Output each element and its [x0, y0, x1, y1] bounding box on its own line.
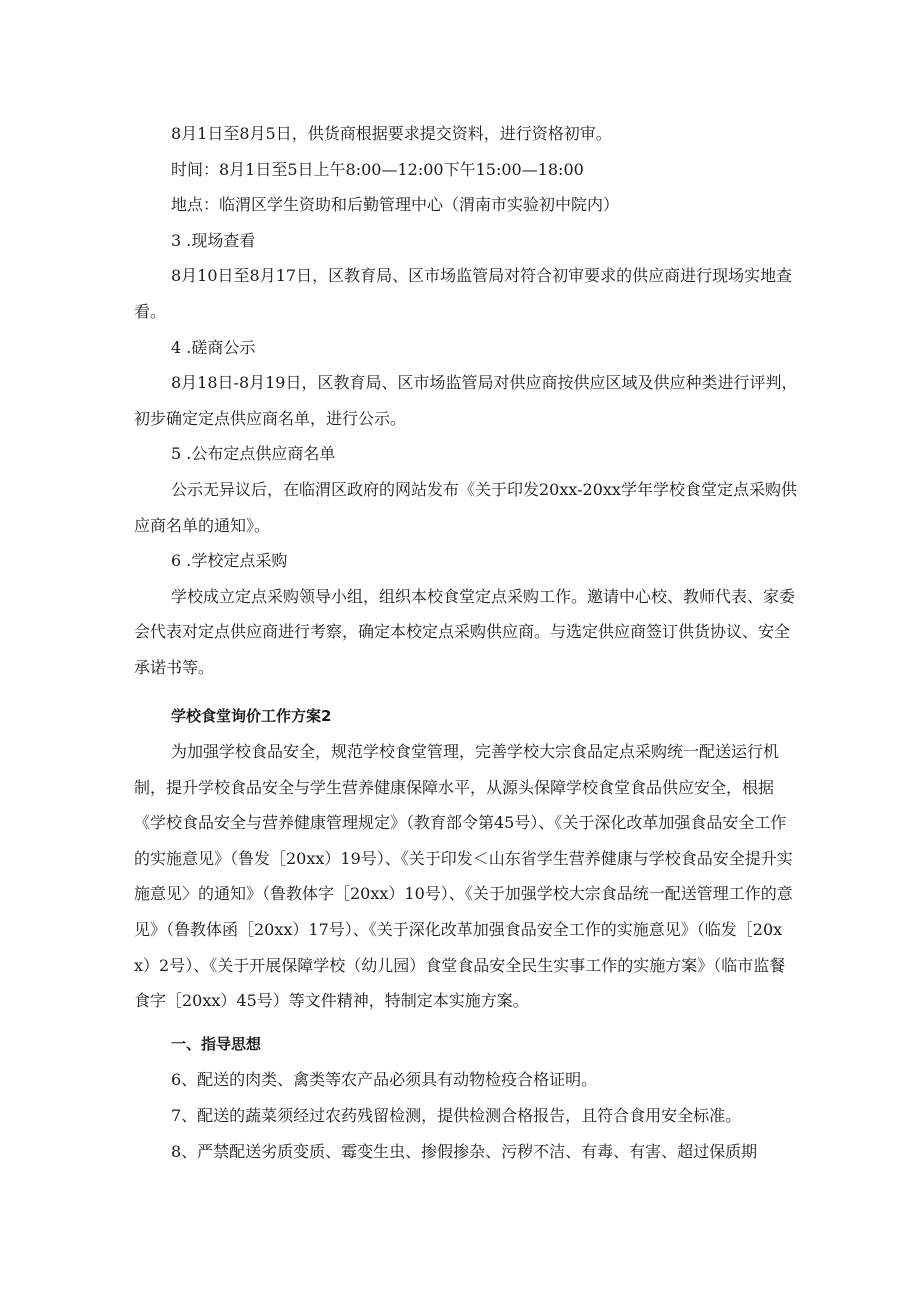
paragraph-submission-period: 8月1日至8月5日，供货商根据要求提交资料，进行资格初审。 [171, 124, 612, 143]
list-item-8: 8、严禁配送劣质变质、霉变生虫、掺假掺杂、污秽不洁、有毒、有害、超过保质期 [171, 1141, 758, 1161]
section-heading-guiding-ideology: 一、指导思想 [171, 1034, 262, 1053]
list-item-6: 6、配送的肉类、禽类等农产品必须具有动物检疫合格证明。 [171, 1070, 598, 1090]
document-body [134, 116, 798, 1169]
step-site-inspection: 3 .现场查看 [171, 230, 256, 250]
paragraph-site-inspection: 8月10日至8月17日，区教育局、区市场监管局对符合初审要求的供应商进行现场实地查看。 [134, 266, 793, 321]
paragraph-plan-intro: 为加强学校食品安全，规范学校食堂管理，完善学校大宗食品定点采购统一配送运行机制，提升学校食品安全与学生营养健康保障水平，从源头保障学校食堂食品供应安全，根据《学校食品安全与营养健康管理规定》（教育部令第45号）、《关于深化改革加强食品安全工作的实施意见》（鲁发［20xx）19号）、《关于印发＜山东省学生营养健康与学校食品安全提升实施意见〉的通知》（鲁教体字［20xx）10号）、《关于加强学校大宗食品统一配送管理工作的意见》（鲁教体函［20xx）17号）、《关于深化改革加强食品安全工作的实施意见》（临发［20xx）2号）、《关于开展保障学校（幼儿园）食堂食品安全民生实事工作的实施方案》（临市监餐食字［20xx）45号）等文件精神，特制定本实施方案。 [134, 742, 793, 1011]
paragraph-location: 地点：临渭区学生资助和后勤管理中心（渭南市实验初中院内） [171, 195, 620, 215]
paragraph-publish-list: 公示无异议后，在临渭区政府的网站发布《关于印发20xx-20xx学年学校食堂定点采购供应商名单的通知》。 [134, 479, 797, 535]
section-title-plan-2: 学校食堂询价工作方案2 [171, 706, 332, 725]
paragraph-time: 时间：8月1日至5日上午8:00—12:00下午15:00—18:00 [171, 159, 584, 179]
list-item-7: 7、配送的蔬菜须经过农药残留检测，提供检测合格报告，且符合食用安全标准。 [171, 1106, 742, 1126]
step-negotiation-publicity: 4 .磋商公示 [171, 337, 256, 357]
paragraph-negotiation-publicity: 8月18日-8月19日，区教育局、区市场监管局对供应商按供应区域及供应种类进行评判，初步确定定点供应商名单，进行公示。 [134, 373, 798, 428]
step-publish-list: 5 .公布定点供应商名单 [171, 444, 336, 464]
step-school-procurement: 6 .学校定点采购 [171, 551, 288, 571]
paragraph-school-procurement: 学校成立定点采购领导小组，组织本校食堂定点采购工作。邀请中心校、教师代表、家委会代表对定点供应商进行考察，确定本校定点采购供应商。与选定供应商签订供货协议、安全承诺书等。 [134, 586, 796, 677]
